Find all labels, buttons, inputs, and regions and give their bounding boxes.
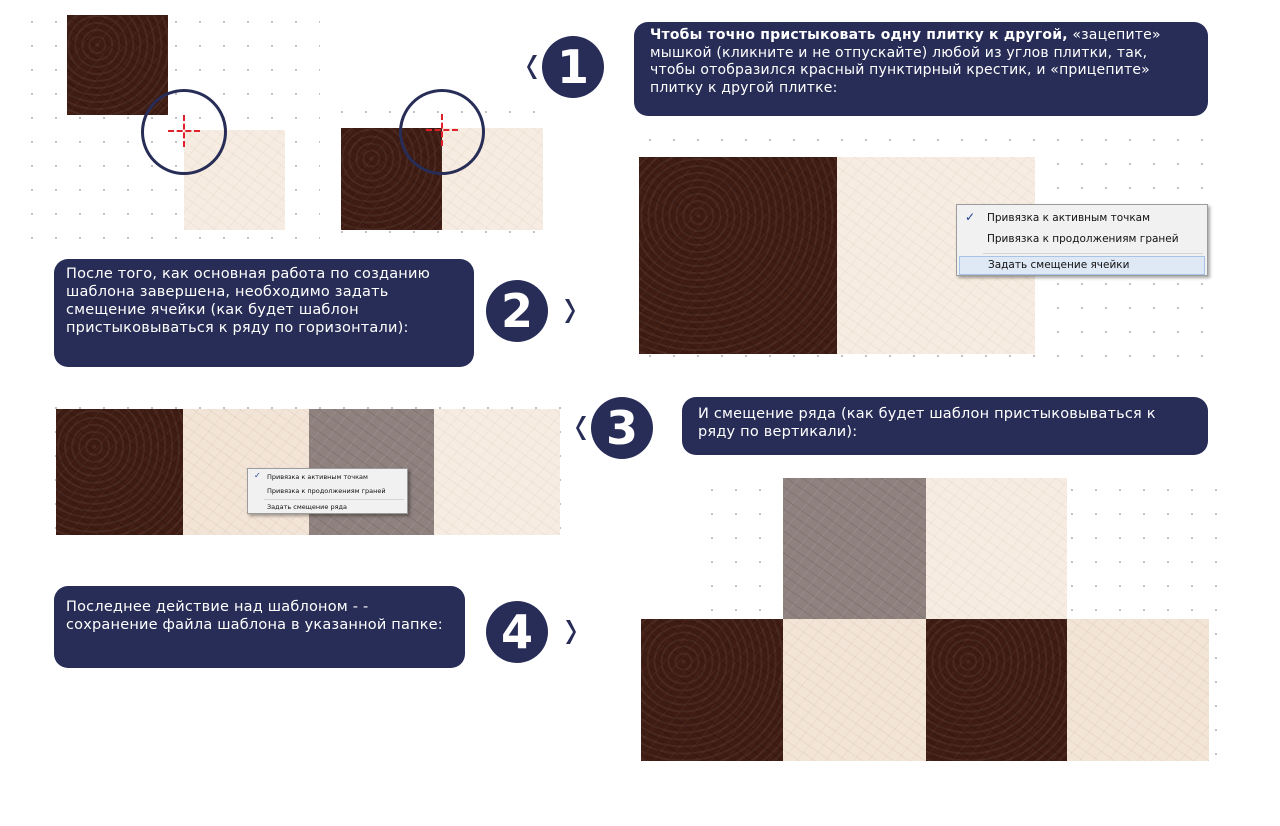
- chevron-right-icon: [566, 620, 576, 644]
- tile-cream-light: [926, 478, 1067, 619]
- tile-brown: [926, 619, 1067, 761]
- step-3-callout: [682, 397, 1208, 455]
- step-2-callout: [54, 259, 474, 367]
- tile-cream-light: [434, 409, 560, 535]
- step-2-badge: 2: [486, 280, 548, 342]
- checkmark-icon: ✓: [254, 471, 261, 480]
- step-2-text: После того, как основная работа по созданию шаблона завершена, необходимо задать смещение ячейки (как будет шаблон пристыковываться к ряду по горизонтали):: [66, 266, 430, 337]
- menu-item-snap-active-points[interactable]: ✓ Привязка к активным точкам: [254, 471, 368, 481]
- step-4-text: Последнее действие над шаблоном - - сохранение файла шаблона в указанной папке:: [66, 599, 443, 634]
- chevron-left-icon: [527, 55, 537, 79]
- menu-item-set-row-offset[interactable]: Задать смещение ряда: [267, 503, 347, 511]
- chevron-right-icon: [565, 299, 575, 323]
- tile-brown: [639, 157, 837, 354]
- tile-cream: [1067, 619, 1209, 761]
- step-1-callout: [634, 22, 1208, 116]
- menu-item-set-cell-offset[interactable]: Задать смещение ячейки: [959, 256, 1205, 275]
- step-4-callout: [54, 586, 465, 668]
- menu-separator: [983, 253, 1203, 254]
- context-menu-row: [247, 468, 408, 514]
- step-1-text-bold: Чтобы точно пристыковать одну плитку к другой,: [650, 27, 1068, 43]
- tile-gray: [783, 478, 926, 619]
- step-1-text: «зацепите» мышкой (кликните и не отпускайте) любой из углов плитки, так, чтобы отобразился красный пунктирный крестик, и «прицепите» плитку к другой плитке:: [650, 27, 1161, 96]
- tile-brown: [56, 409, 183, 535]
- chevron-left-icon: [576, 416, 586, 440]
- context-menu-cell: [956, 204, 1208, 276]
- step-3-badge: 3: [591, 397, 653, 459]
- menu-item-snap-active-points[interactable]: ✓ Привязка к активным точкам: [965, 210, 1151, 224]
- menu-separator: [264, 499, 404, 500]
- checkmark-icon: ✓: [965, 210, 976, 224]
- menu-item-snap-edge-extensions[interactable]: Привязка к продолжениям граней: [987, 233, 1179, 245]
- snap-cross-icon: [168, 115, 200, 147]
- menu-item-snap-edge-extensions[interactable]: Привязка к продолжениям граней: [267, 487, 386, 495]
- step-3-text: И смещение ряда (как будет шаблон пристыковываться к ряду по вертикали):: [698, 406, 1156, 441]
- step-4-badge: 4: [486, 601, 548, 663]
- tile-brown-dragged: [67, 15, 168, 115]
- step-1-badge: 1: [542, 36, 604, 98]
- tile-cream: [783, 619, 926, 761]
- tile-brown: [641, 619, 783, 761]
- snap-cross-icon: [426, 114, 458, 146]
